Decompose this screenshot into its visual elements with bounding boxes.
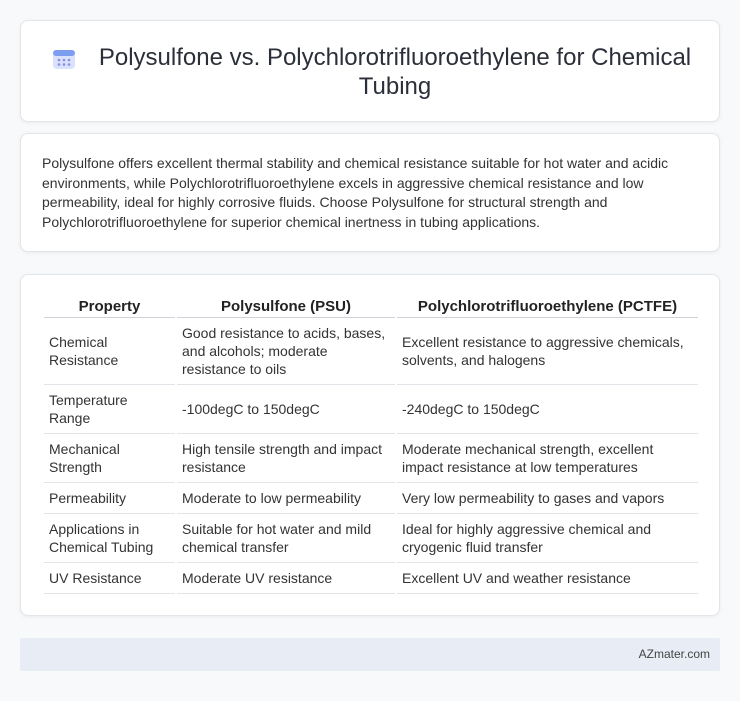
footer-bar [20, 638, 720, 671]
comparison-card [20, 274, 720, 616]
table-row [44, 385, 698, 434]
footer-brand: AZmater.com [638, 647, 710, 661]
property-cell: UV Resistance [44, 563, 175, 594]
table-header-row [44, 293, 698, 318]
property-cell: Temperature Range [44, 385, 175, 434]
psu-cell: Suitable for hot water and mild chemical transfer [177, 514, 395, 563]
pctfe-cell: -240degC to 150degC [397, 385, 698, 434]
pctfe-cell: Very low permeability to gases and vapors [397, 483, 698, 514]
table-row [44, 318, 698, 385]
psu-cell: -100degC to 150degC [177, 385, 395, 434]
page-title: Polysulfone vs. Polychlorotrifluoroethylene for Chemical Tubing [98, 44, 692, 100]
column-header-psu: Polysulfone (PSU) [177, 293, 395, 318]
psu-cell: Good resistance to acids, bases, and alcohols; moderate resistance to oils [177, 318, 395, 385]
pctfe-cell: Excellent resistance to aggressive chemicals, solvents, and halogens [397, 318, 698, 385]
property-cell: Permeability [44, 483, 175, 514]
table-row [44, 434, 698, 483]
property-cell: Chemical Resistance [44, 318, 175, 385]
property-cell: Applications in Chemical Tubing [44, 514, 175, 563]
pctfe-cell: Moderate mechanical strength, excellent impact resistance at low temperatures [397, 434, 698, 483]
property-cell: Mechanical Strength [44, 434, 175, 483]
comparison-table [42, 293, 700, 594]
psu-cell: High tensile strength and impact resistance [177, 434, 395, 483]
psu-cell: Moderate UV resistance [177, 563, 395, 594]
table-row [44, 563, 698, 594]
pctfe-cell: Excellent UV and weather resistance [397, 563, 698, 594]
column-header-pctfe: Polychlorotrifluoroethylene (PCTFE) [397, 293, 698, 318]
table-row [44, 514, 698, 563]
summary-text: Polysulfone offers excellent thermal stability and chemical resistance suitable for hot water and acidic environments, while Polychlorotrifluoroethylene excels in aggressive chemical resistance and low permeability, ideal for highly corrosive fluids. Choose Polysulfone for structural strength and Polychlorotrifluoroethylene for superior chemical inertness in tubing applications. [42, 155, 669, 230]
psu-cell: Moderate to low permeability [177, 483, 395, 514]
title-card [20, 20, 720, 122]
table-row [44, 483, 698, 514]
summary-card [20, 133, 720, 252]
column-header-property: Property [44, 293, 175, 318]
pctfe-cell: Ideal for highly aggressive chemical and cryogenic fluid transfer [397, 514, 698, 563]
